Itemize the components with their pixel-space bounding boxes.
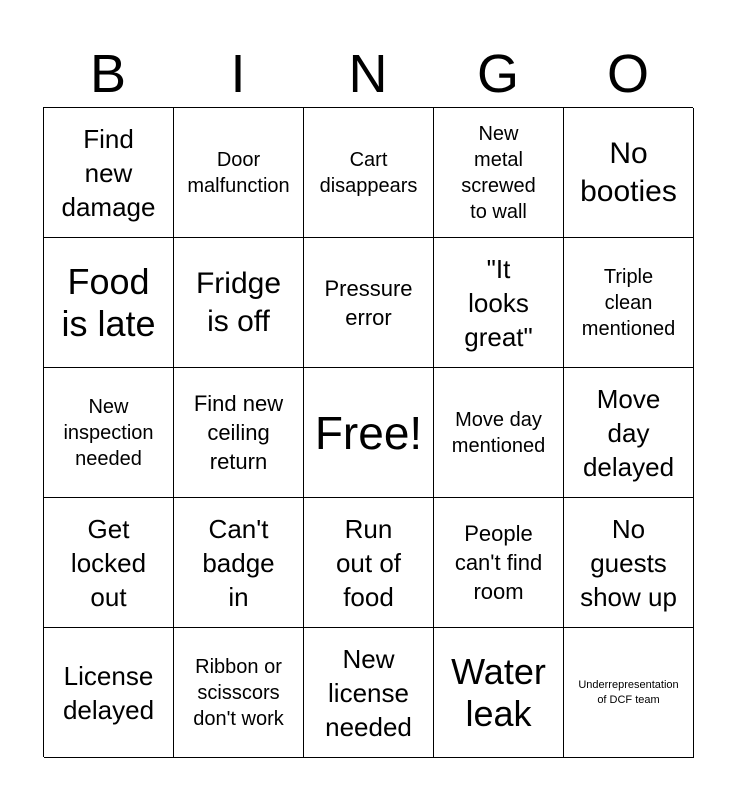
bingo-cell[interactable] [564, 108, 694, 238]
bingo-cell[interactable] [304, 108, 434, 238]
bingo-header [43, 40, 693, 108]
cell-text: New inspection needed [63, 395, 154, 470]
bingo-cell[interactable] [174, 108, 304, 238]
cell-text: Fridge is off [195, 266, 282, 338]
cell-text: Get locked out [70, 513, 147, 612]
cell-text: Run out of food [335, 513, 402, 612]
bingo-cell[interactable] [44, 238, 174, 368]
bingo-cell[interactable] [44, 498, 174, 628]
bingo-cell[interactable] [304, 238, 434, 368]
cell-text: People can't find room [454, 521, 543, 604]
bingo-cell[interactable] [434, 498, 564, 628]
cell-text: License delayed [62, 660, 155, 725]
bingo-cell[interactable] [564, 628, 694, 758]
cell-text: Move day mentioned [451, 408, 546, 457]
cell-text: Ribbon or scisscors don't work [193, 655, 284, 730]
cell-text: New license needed [325, 643, 412, 742]
bingo-cell[interactable] [304, 498, 434, 628]
bingo-cell[interactable] [174, 368, 304, 498]
cell-text: No guests show up [580, 513, 677, 612]
bingo-cell[interactable] [174, 498, 304, 628]
cell-text: Underrepresentation of DCF team [578, 678, 679, 706]
cell-text: "It looks great" [464, 253, 533, 352]
cell-text: New metal screwed to wall [461, 122, 536, 223]
bingo-cell[interactable] [434, 238, 564, 368]
header-letter-i: I [230, 44, 246, 104]
bingo-cell[interactable] [174, 238, 304, 368]
bingo-cell[interactable] [44, 628, 174, 758]
cell-text: Move day delayed [582, 383, 675, 482]
cell-text: Cart disappears [319, 148, 418, 197]
bingo-cell[interactable] [44, 368, 174, 498]
bingo-cell[interactable] [434, 628, 564, 758]
bingo-cell[interactable] [564, 498, 694, 628]
cell-text: Triple clean mentioned [581, 265, 676, 340]
header-letter-b: B [89, 44, 127, 104]
cell-text: Can't badge in [202, 513, 275, 612]
bingo-cell[interactable] [174, 628, 304, 758]
bingo-cell[interactable] [564, 368, 694, 498]
header-letter-n: N [348, 44, 388, 104]
bingo-board [43, 107, 693, 757]
cell-text: No booties [580, 136, 677, 208]
cell-text: Find new ceiling return [193, 391, 284, 474]
header-letter-o: O [606, 44, 649, 104]
cell-text: Door malfunction [187, 148, 290, 197]
bingo-cell[interactable] [44, 108, 174, 238]
free-space-text: Free! [314, 406, 423, 459]
bingo-cell[interactable] [434, 368, 564, 498]
cell-text: Food is late [61, 260, 156, 344]
bingo-cell[interactable] [304, 628, 434, 758]
cell-text: Find new damage [61, 123, 156, 222]
header-letter-g: G [476, 44, 519, 104]
free-space-cell[interactable] [304, 368, 434, 498]
bingo-cell[interactable] [434, 108, 564, 238]
cell-text: Pressure error [324, 275, 413, 330]
bingo-cell[interactable] [564, 238, 694, 368]
cell-text: Water leak [451, 650, 546, 734]
